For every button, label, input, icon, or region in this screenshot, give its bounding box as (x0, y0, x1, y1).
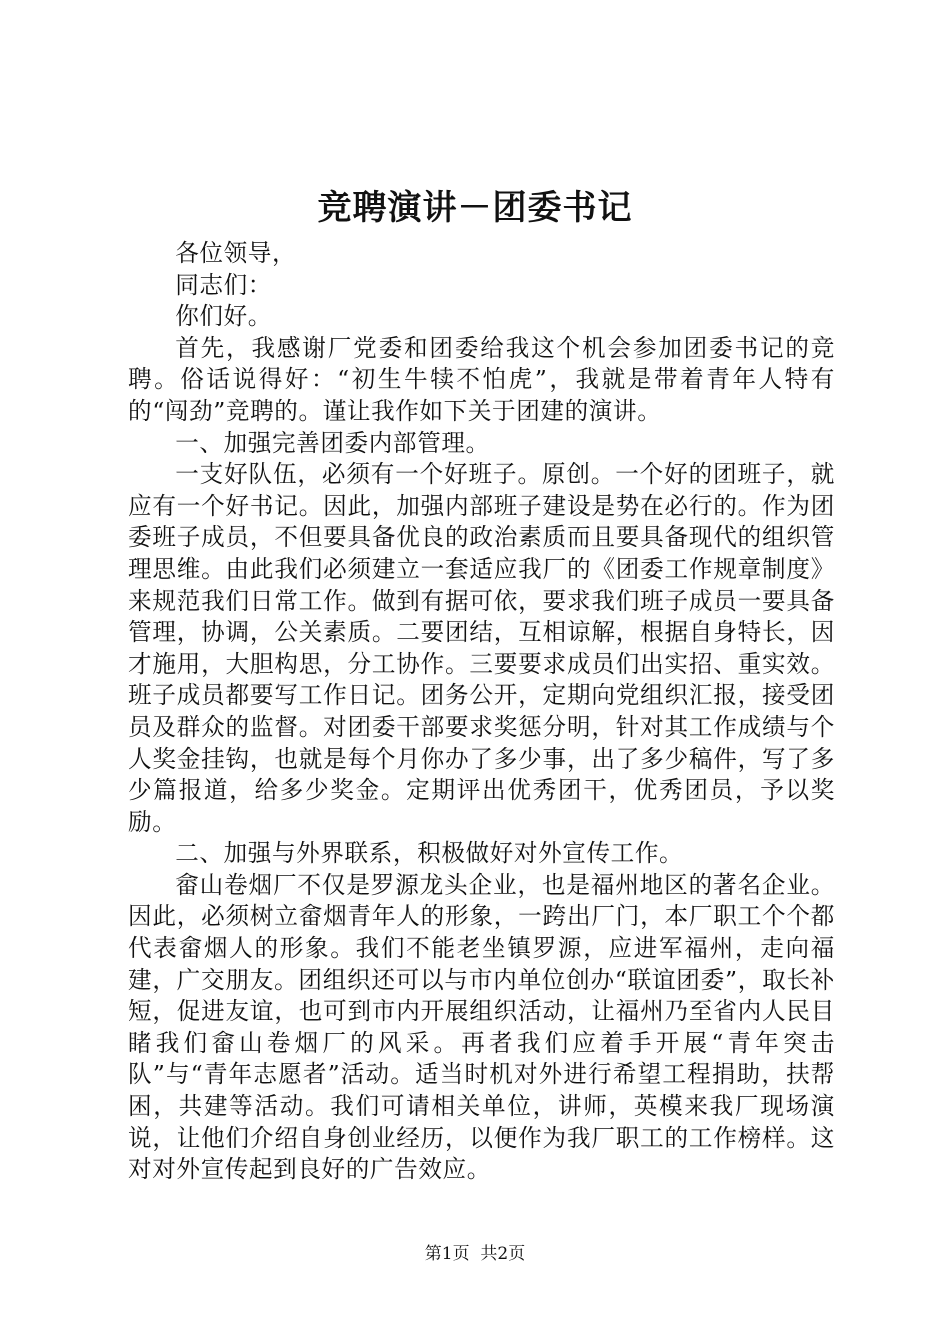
page-footer: 第1页 共2页 (424, 1244, 526, 1264)
paragraph-intro: 首先，我感谢厂党委和团委给我这个机会参加团委书记的竞聘。俗话说得好：“初生牛犊不怕虎”，我就是带着青年人特有的“闯劲”竞聘的。谨让我作如下关于团建的演讲。 (128, 333, 835, 425)
section-heading-1: 一、加强完善团委内部管理。 (175, 428, 490, 457)
section-heading-2: 二、加强与外界联系，积极做好对外宣传工作。 (175, 839, 684, 868)
paragraph-salutation-leaders: 各位领导， (175, 239, 297, 267)
paragraph-greeting: 你们好。 (175, 302, 272, 331)
paragraph-section-1: 一支好队伍，必须有一个好班子。原创。一个好的团班子，就应有一个好书记。因此，加强内部班子建设是势在必行的。作为团委班子成员，不但要具备优良的政治素质而且要具备现代的组织管理思维。由此我们必须建立一套适应我厂的《团委工作规章制度》来规范我们日常工作。做到有据可依，要求我们班子成员一要具备管理，协调，公关素质。二要团结，互相谅解，根据自身特长，因才施用，大胆构思，分工协作。三要要求成员们出实招、重实效。班子成员都要写工作日记。团务公开，定期向党组织汇报，接受团员及群众的监督。对团委干部要求奖惩分明，针对其工作成绩与个人奖金挂钩，也就是每个月你办了多少事，出了多少稿件，写了多少篇报道，给多少奖金。定期评出优秀团干，优秀团员，予以奖励。 (128, 460, 835, 836)
paragraph-section-2: 畲山卷烟厂不仅是罗源龙头企业，也是福州地区的著名企业。因此，必须树立畲烟青年人的形象，一跨出厂门，本厂职工个个都代表畲烟人的形象。我们不能老坐镇罗源，应进军福州，走向福建，广交朋友。团组织还可以与市内单位创办“联谊团委”，取长补短，促进友谊，也可到市内开展组织活动，让福州乃至省内人民目睹我们畲山卷烟厂的风采。再者我们应着手开展“青年突击队”与“青年志愿者”活动。适当时机对外进行希望工程捐助，扶帮困，共建等活动。我们可请相关单位，讲师，英模来我厂现场演说，让他们介绍自身创业经历，以便作为我厂职工的工作榜样。这对对外宣传起到良好的广告效应。 (128, 870, 835, 1184)
document-body (128, 238, 835, 1186)
paragraph-salutation-comrades: 同志们： (175, 270, 272, 299)
document-title: 竞聘演讲－团委书记 (317, 188, 633, 228)
